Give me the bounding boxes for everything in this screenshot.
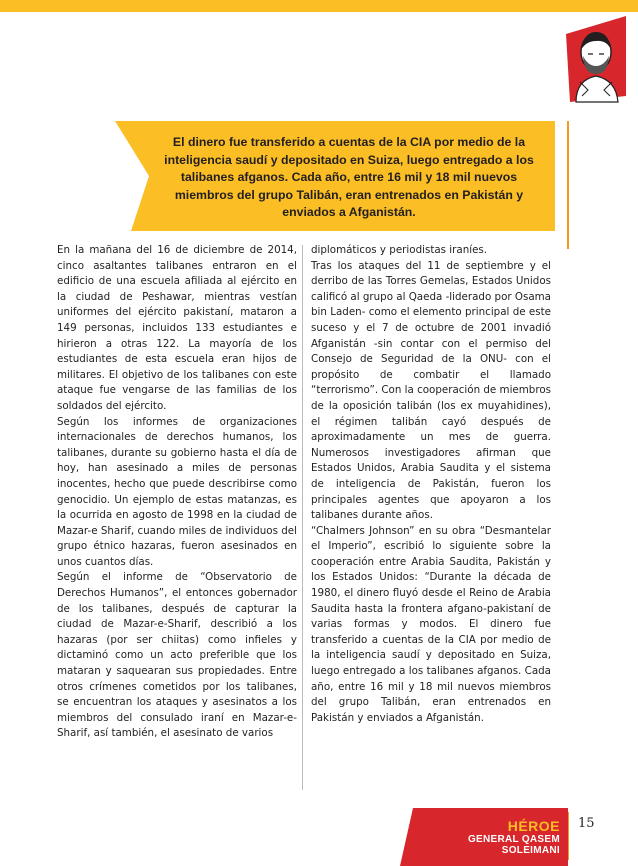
pull-quote-text: El dinero fue transferido a cuentas de la CIA por medio de la inteligencia saudí y depositado en Suiza, luego entregado a los talibanes afganos. Cada año, entre 16 mil y 18 mil nuevos miembros del grupo Talibán, eran entrenados en Pakistán y enviados a Afganistán.: [164, 135, 534, 219]
page-number: 15: [578, 816, 595, 831]
paragraph: diplomáticos y periodistas iraníes.: [311, 244, 488, 256]
footer-subtitle: GENERAL QASEM SOLEIMANI: [467, 834, 560, 856]
left-column: [57, 243, 297, 742]
footer-divider: [568, 812, 569, 860]
right-column: [311, 243, 551, 726]
paragraph: Según el informe de “Observatorio de Derechos Humanos”, el entonces gobernador de los talibanes, después de capturar la ciudad de Mazar-e-Sharif, describió a los hazaras (por ser chiitas) como infieles y dictaminó como un acto preferible que los mataran y saquearan sus propiedades. Entre otros crímenes cometidos por los talibanes, se encuentran los ataques y asesinatos a los miembros del consulado iraní en Mazar-e-Sharif, así también, el asesinato de varios: [57, 571, 297, 740]
paragraph: Según los informes de organizaciones internacionales de derechos humanos, los talibanes, durante su gobierno hasta el día de hoy, han asesinado a miles de personas inocentes, hecho que puede describirse como genocidio. Un ejemplo de estas matanzas, es la ocurrida en agosto de 1998 en la ciudad de Mazar-e Sharif, cuando miles de individuos del grupo étnico hazaras, fueron asesinados en unos cuantos días.: [57, 415, 297, 568]
accent-line: [567, 121, 569, 249]
paragraph: En la mañana del 16 de diciembre de 2014, cinco asaltantes talibanes entraron en el edificio de una escuela afiliada al ejército en la ciudad de Peshawar, mientras vestían uniformes del ejército pakistaní, mataron a 149 personas, incluidos 133 estudiantes e hirieron a otras 122. La mayoría de los estudiantes de esta escuela eran hijos de militares. El objetivo de los talibanes con este ataque fue vengarse de las familias de los soldados del ejército.: [57, 244, 297, 412]
paragraph: Tras los ataques del 11 de septiembre y el derribo de las Torres Gemelas, Estados Unidos calificó al grupo al Qaeda -liderado por Osama bin Laden- como el elemento principal de este suceso y el 7 de octubre de 2001 invadió Afganistán -sin contar con el permiso del Consejo de Seguridad de la ONU- con el propósito de combatir el llamado “terrorismo”. Con la cooperación de miembros de la oposición talibán (los ex muyahidines), el régimen talibán cayó después de aproximadamente un mes de guerra. Numerosos investigadores afirman que Estados Unidos, Arabia Saudita y el sistema de inteligencia de Pakistán, fueron los principales agentes que apoyaron a los talibanes durante años.: [311, 259, 552, 522]
portrait-illustration: [560, 14, 630, 104]
paragraph: “Chalmers Johnson” en su obra “Desmantelar el Imperio”, escribió lo siguiente sobre la cooperación entre Arabia Saudita, Pakistán y los Estados Unidos: “Durante la década de 1980, el dinero fluyó desde el Reino de Arabia Saudita hasta la frontera afgano-pakistaní de varias formas y modos. El dinero fue transferido a cuentas de la CIA por medio de la inteligencia saudí y depositado en Suiza, luego entregado a los talibanes afganos. Cada año, entre 16 mil y 18 mil nuevos miembros del grupo Talibán, eran entrenados en Pakistán y enviados a Afganistán.: [311, 524, 551, 724]
column-divider: [302, 245, 303, 790]
top-accent-bar: [0, 0, 638, 12]
footer-title: HÉROE: [507, 818, 560, 834]
pull-quote: [115, 121, 555, 231]
